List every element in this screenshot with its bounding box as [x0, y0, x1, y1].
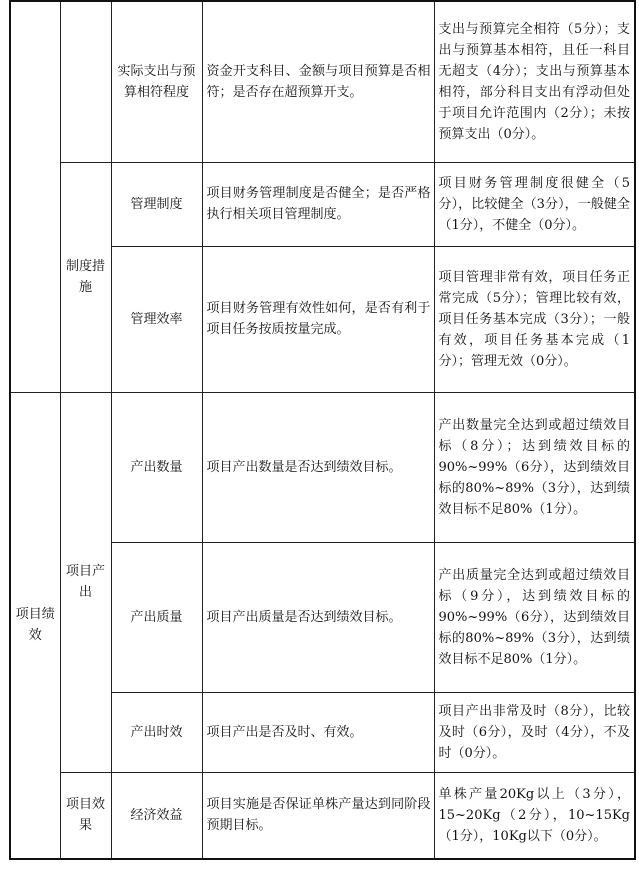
description-cell: 项目实施是否保证单株产量达到同阶段预期目标。: [202, 772, 434, 859]
scoring-cell: 支出与预算完全相符（5分）；支出与预算基本相符，且任一科目无超支（4分）；支出与预算基本相符，部分科目支出有浮动但处于项目允许范围内（2分）；未按预算支出（0分）。: [434, 1, 635, 162]
level3-cell: 管理制度: [111, 162, 202, 246]
level3-cell: 产出时效: [111, 692, 202, 772]
scoring-cell: 单株产量20Kg以上（3分），15~20Kg（2分），10~15Kg（1分），10Kg以下（0分）。: [434, 772, 635, 859]
table-row: [10, 392, 635, 542]
level1-cell-blank: [10, 1, 60, 392]
level3-cell: 实际支出与预算相符程度: [111, 1, 202, 162]
level3-cell: 产出数量: [111, 392, 202, 542]
evaluation-table-page: [9, 0, 634, 860]
level2-cell-zhidu: 制度措施: [60, 162, 111, 392]
level3-cell: 管理效率: [111, 246, 202, 392]
level1-cell-jixiao: 项目绩效: [10, 392, 60, 859]
table-row: [10, 772, 635, 859]
scoring-cell: 产出数量完全达到或超过绩效目标（8分）；达到绩效目标的90%~99%（6分），达到绩效目标的80%~89%（3分），达到绩效目标不足80%（1分）。: [434, 392, 635, 542]
level2-cell-blank: [60, 1, 111, 162]
description-cell: 项目财务管理有效性如何，是否有利于项目任务按质按量完成。: [202, 246, 434, 392]
description-cell: 资金开支科目、金额与项目预算是否相符；是否存在超预算开支。: [202, 1, 434, 162]
description-cell: 项目产出数量是否达到绩效目标。: [202, 392, 434, 542]
level3-cell: 产出质量: [111, 542, 202, 692]
level2-cell-chanchu: 项目产出: [60, 392, 111, 772]
scoring-cell: 项目财务管理制度很健全（5分），比较健全（3分），一般健全（1分），不健全（0分）。: [434, 162, 635, 246]
scoring-cell: 产出质量完全达到或超过绩效目标（9分），达到绩效目标的90%~99%（6分），达到绩效目标的80%~89%（3分），达到绩效目标不足80%（1分）。: [434, 542, 635, 692]
evaluation-table: [9, 0, 636, 860]
scoring-cell: 项目管理非常有效，项目任务正常完成（5分）；管理比较有效，项目任务基本完成（3分）；一般有效，项目任务基本完成（1分）；管理无效（0分）。: [434, 246, 635, 392]
description-cell: 项目产出是否及时、有效。: [202, 692, 434, 772]
description-cell: 项目财务管理制度是否健全；是否严格执行相关项目管理制度。: [202, 162, 434, 246]
table-row: [10, 162, 635, 246]
description-cell: 项目产出质量是否达到绩效目标。: [202, 542, 434, 692]
level3-cell: 经济效益: [111, 772, 202, 859]
level2-cell-xiaoguo: 项目效果: [60, 772, 111, 859]
scoring-cell: 项目产出非常及时（8分），比较及时（6分），及时（4分），不及时（0分）。: [434, 692, 635, 772]
table-row: [10, 1, 635, 162]
